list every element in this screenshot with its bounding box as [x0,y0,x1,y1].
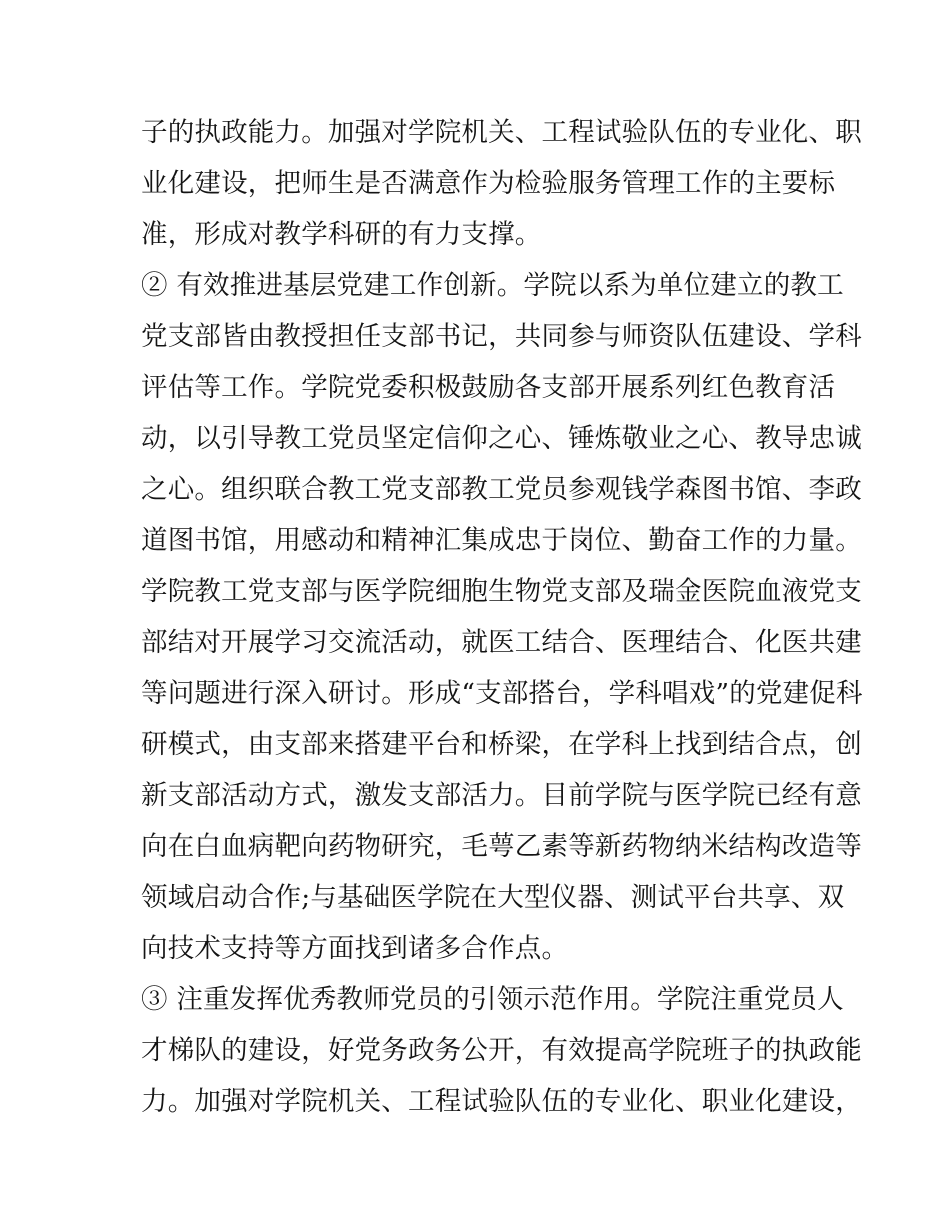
text-line: 等问题进行深入研讨。形成“支部搭台，学科唱戏”的党建促科 [141,678,863,709]
text-line: 动，以引导教工党员坚定信仰之心、锤炼敬业之心、教导忠诚 [141,423,862,454]
text-line: 准，形成对教学科研的有力支撑。 [141,219,542,250]
text-line: 领域启动合作;与基础医学院在大型仪器、测试平台共享、双 [141,882,845,913]
text-line: 道图书馆，用感动和精神汇集成忠于岗位、勤奋工作的力量。 [141,525,862,556]
text-line: 向在白血病靶向药物研究，毛萼乙素等新药物纳米结构改造等 [141,831,862,862]
body-text [141,107,863,1127]
text-line: 力。加强对学院机关、工程试验队伍的专业化、职业化建设， [141,1086,862,1117]
text-line: 业化建设，把师生是否满意作为检验服务管理工作的主要标 [141,168,836,199]
text-line: ② 有效推进基层党建工作创新。学院以系为单位建立的教工 [141,270,844,301]
text-line: 才梯队的建设，好党务政务公开，有效提高学院班子的执政能 [141,1035,862,1066]
text-line: ③ 注重发挥优秀教师党员的引领示范作用。学院注重党员人 [141,984,844,1015]
text-line: 部结对开展学习交流活动，就医工结合、医理结合、化医共建 [141,627,862,658]
text-line: 子的执政能力。加强对学院机关、工程试验队伍的专业化、职 [141,117,862,148]
text-line: 向技术支持等方面找到诸多合作点。 [141,933,569,964]
text-line: 评估等工作。学院党委积极鼓励各支部开展系列红色教育活 [141,372,836,403]
text-line: 新支部活动方式，激发支部活力。目前学院与医学院已经有意 [141,780,862,811]
text-line: 之心。组织联合教工党支部教工党员参观钱学森图书馆、李政 [141,474,862,505]
text-line: 党支部皆由教授担任支部书记，共同参与师资队伍建设、学科 [141,321,862,352]
text-line: 学院教工党支部与医学院细胞生物党支部及瑞金医院血液党支 [141,576,862,607]
text-line: 研模式，由支部来搭建平台和桥梁，在学科上找到结合点，创 [141,729,862,760]
